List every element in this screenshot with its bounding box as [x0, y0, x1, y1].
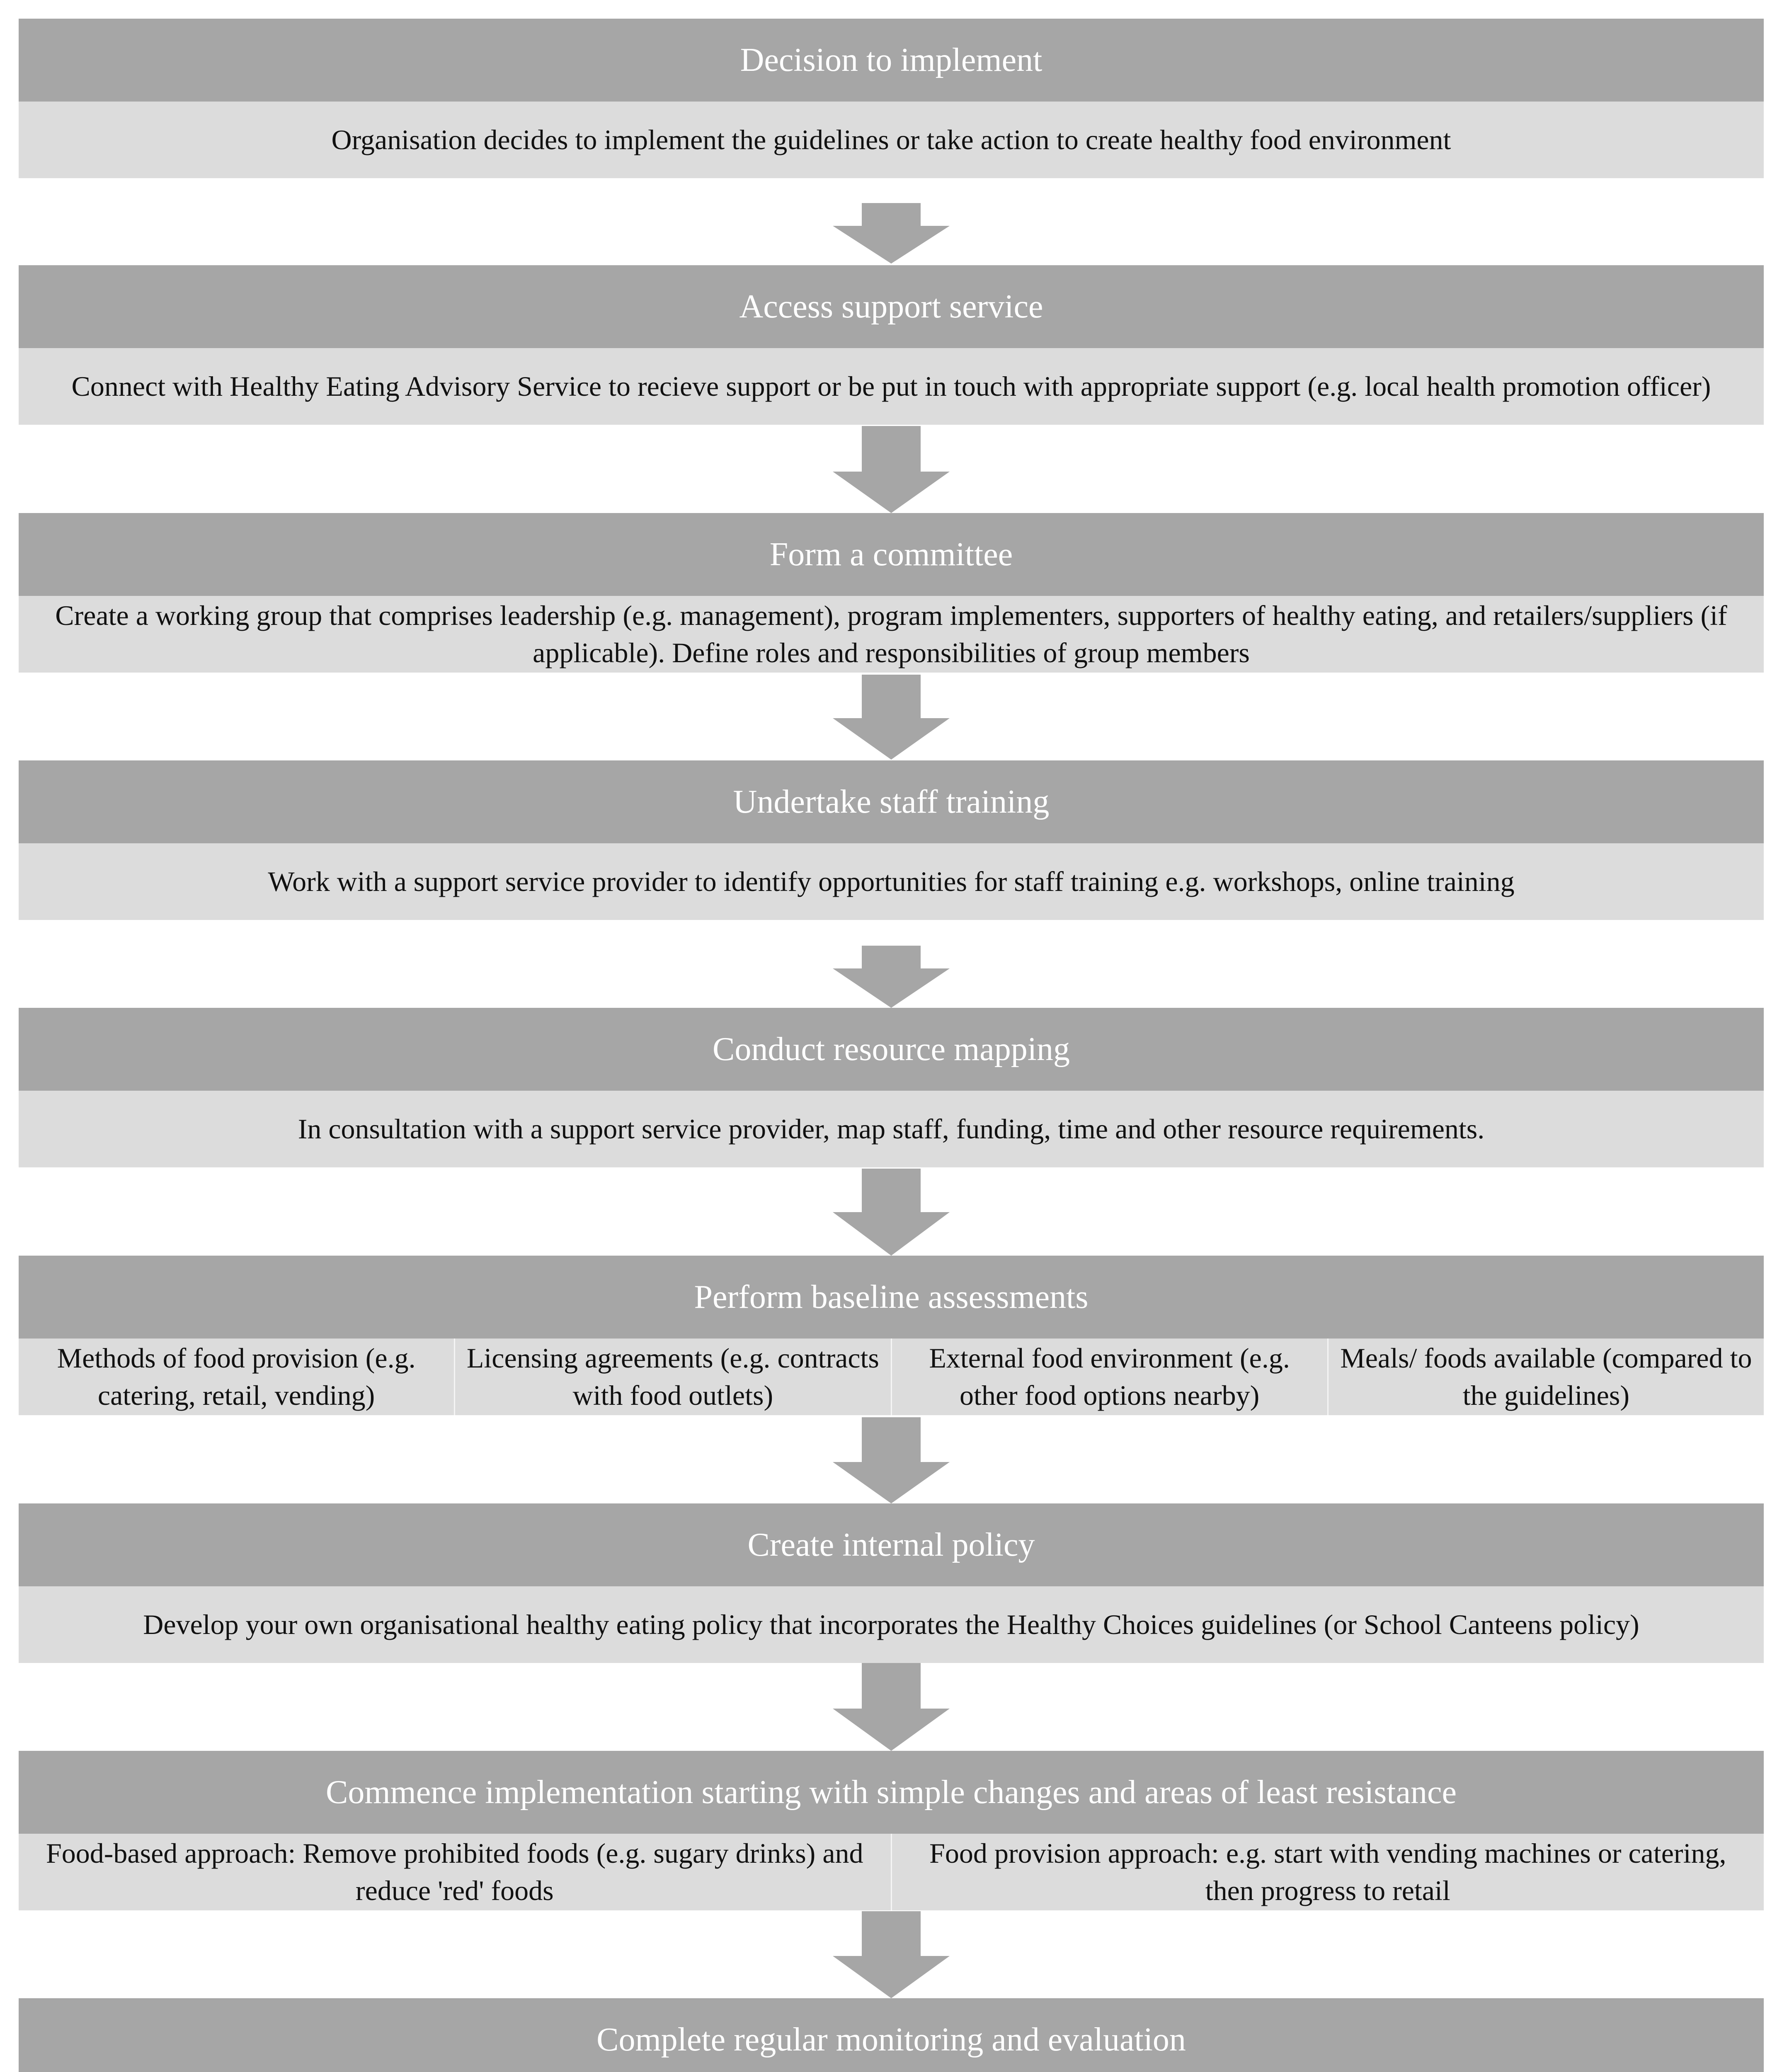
step-title: Commence implementation starting with simple changes and areas of least resistance: [19, 1751, 1764, 1834]
down-arrow-icon: [833, 675, 950, 760]
step-baseline-assessments: [19, 1256, 1764, 1415]
step-title: Access support service: [19, 265, 1764, 348]
down-arrow-icon: [833, 1169, 950, 1256]
approach-item: Food provision approach: e.g. start with vending machines or catering, then progress to retail: [892, 1834, 1764, 1910]
step-monitoring-evaluation: [19, 1998, 1764, 2072]
step-title: Form a committee: [19, 513, 1764, 596]
step-title: Complete regular monitoring and evaluation: [19, 1998, 1764, 2072]
approach-item: Food-based approach: Remove prohibited foods (e.g. sugary drinks) and reduce 'red' foods: [19, 1834, 892, 1910]
step-support: [19, 265, 1764, 425]
down-arrow-icon: [833, 946, 950, 1008]
approach-list: [19, 1834, 1764, 1910]
step-training: [19, 760, 1764, 920]
assessment-item: Methods of food provision (e.g. catering, retail, vending): [19, 1339, 455, 1415]
step-committee: [19, 513, 1764, 673]
assessment-list: [19, 1339, 1764, 1415]
down-arrow-icon: [833, 1663, 950, 1751]
step-decision: [19, 19, 1764, 178]
assessment-item: Meals/ foods available (compared to the guidelines): [1329, 1339, 1764, 1415]
step-title: Conduct resource mapping: [19, 1008, 1764, 1091]
step-title: Perform baseline assessments: [19, 1256, 1764, 1339]
step-detail: Develop your own organisational healthy eating policy that incorporates the Healthy Choices guidelines (or School Canteens policy): [19, 1586, 1764, 1663]
assessment-item: Licensing agreements (e.g. contracts with food outlets): [455, 1339, 892, 1415]
step-resource-mapping: [19, 1008, 1764, 1167]
step-detail: In consultation with a support service provider, map staff, funding, time and other resource requirements.: [19, 1091, 1764, 1167]
step-detail: Organisation decides to implement the guidelines or take action to create healthy food environment: [19, 102, 1764, 178]
step-title: Decision to implement: [19, 19, 1764, 102]
step-internal-policy: [19, 1503, 1764, 1663]
step-detail: Connect with Healthy Eating Advisory Service to recieve support or be put in touch with appropriate support (e.g. local health promotion officer): [19, 348, 1764, 425]
step-detail: Create a working group that comprises leadership (e.g. management), program implementers, supporters of healthy eating, and retailers/suppliers (if applicable). Define roles and responsibilities of group members: [19, 596, 1764, 673]
step-title: Create internal policy: [19, 1503, 1764, 1586]
down-arrow-icon: [833, 203, 950, 264]
down-arrow-icon: [833, 1911, 950, 1998]
down-arrow-icon: [833, 426, 950, 513]
step-title: Undertake staff training: [19, 760, 1764, 843]
step-detail: Work with a support service provider to identify opportunities for staff training e.g. workshops, online training: [19, 843, 1764, 920]
down-arrow-icon: [833, 1417, 950, 1503]
step-commence-implementation: [19, 1751, 1764, 1910]
assessment-item: External food environment (e.g. other food options nearby): [892, 1339, 1329, 1415]
